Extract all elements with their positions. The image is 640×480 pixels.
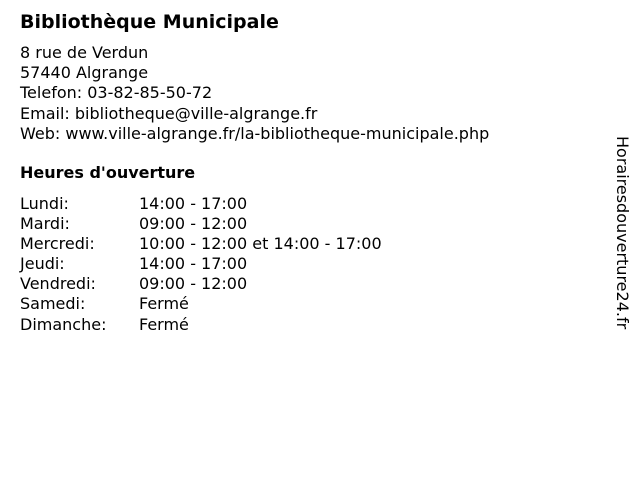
time-value: 09:00 - 12:00 xyxy=(139,274,248,294)
day-label: Mardi: xyxy=(20,214,70,234)
day-label: Samedi: xyxy=(20,294,86,314)
address-block xyxy=(20,43,489,144)
library-title: Bibliothèque Municipale xyxy=(20,11,279,33)
time-value: Fermé xyxy=(139,314,189,334)
day-label: Mercredi: xyxy=(20,234,95,254)
time-value: 10:00 - 12:00 et 14:00 - 17:00 xyxy=(139,234,382,254)
day-label: Vendredi: xyxy=(20,274,96,294)
phone-line: Telefon: 03-82-85-50-72 xyxy=(20,83,213,103)
web-line: Web: www.ville-algrange.fr/la-bibliotheque-municipale.php xyxy=(20,123,490,143)
site-watermark: Horairesdouverture24.fr xyxy=(613,136,632,330)
day-label: Lundi: xyxy=(20,194,69,213)
day-label: Dimanche: xyxy=(20,314,107,334)
hours-heading: Heures d'ouverture xyxy=(20,163,196,182)
city-postcode: 57440 Algrange xyxy=(20,63,149,83)
time-value: 14:00 - 17:00 xyxy=(139,194,248,213)
day-label: Jeudi: xyxy=(20,254,65,274)
time-value: 09:00 - 12:00 xyxy=(139,214,248,234)
email-line: Email: bibliotheque@ville-algrange.fr xyxy=(20,103,318,123)
time-value: 14:00 - 17:00 xyxy=(139,254,248,274)
time-value: Fermé xyxy=(139,294,189,314)
street-address: 8 rue de Verdun xyxy=(20,43,149,62)
